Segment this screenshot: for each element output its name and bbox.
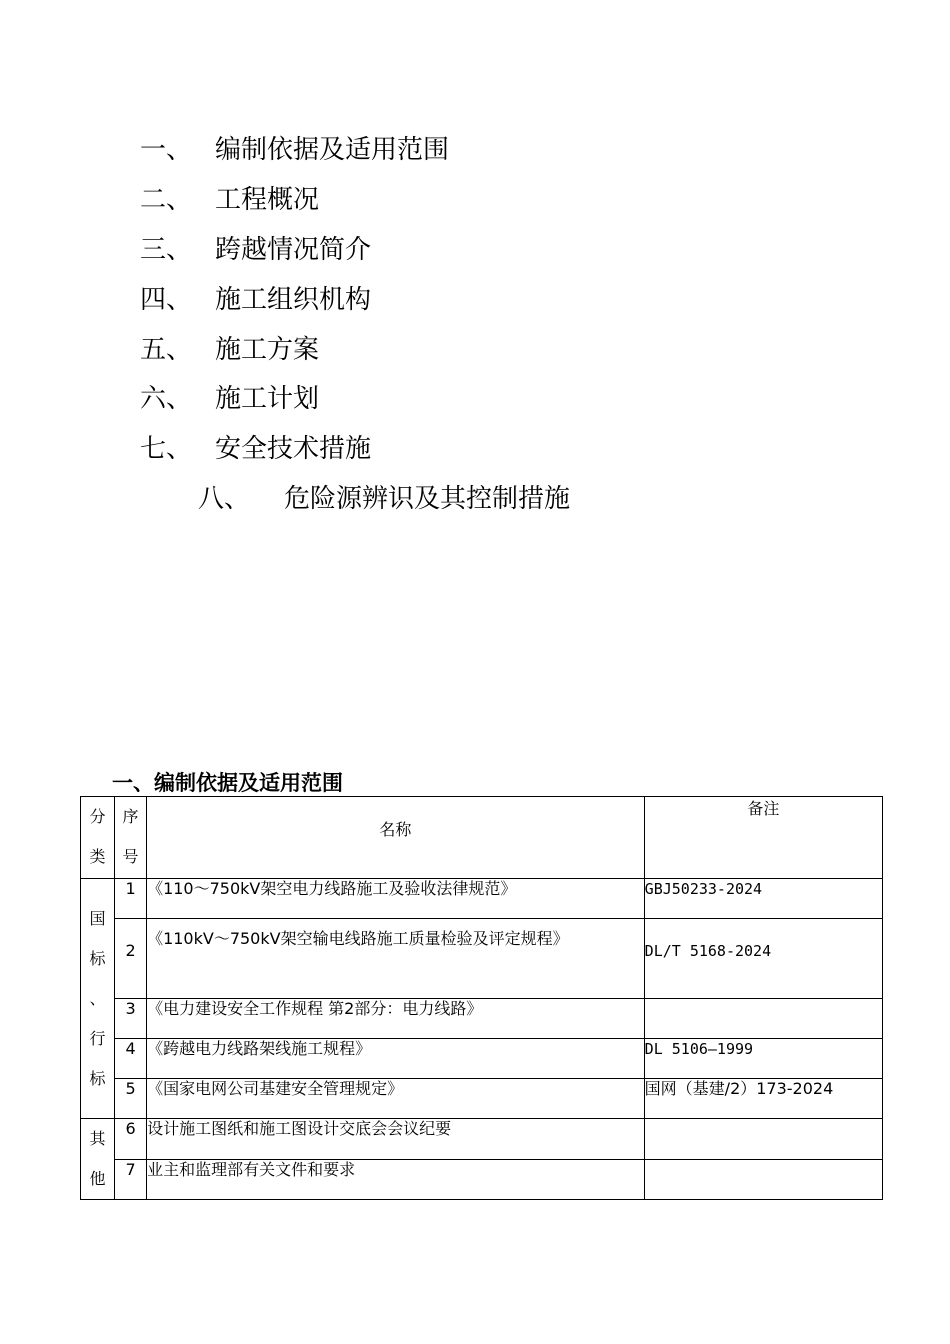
row-note bbox=[644, 1159, 882, 1200]
row-note: DL 5106—1999 bbox=[644, 1039, 882, 1079]
table-row bbox=[81, 879, 883, 919]
toc-number: 八、 bbox=[198, 484, 251, 514]
header-note: 备注 bbox=[644, 797, 882, 879]
table-header-row bbox=[81, 797, 883, 879]
toc-title: 编制依据及适用范围 bbox=[215, 135, 450, 165]
toc-number: 五、 bbox=[140, 335, 193, 365]
row-seq: 3 bbox=[115, 999, 147, 1039]
toc-item bbox=[140, 183, 319, 217]
toc-number: 二、 bbox=[140, 185, 193, 215]
toc-number: 一、 bbox=[140, 135, 193, 165]
table-row bbox=[81, 1079, 883, 1119]
toc-number: 七、 bbox=[140, 434, 193, 464]
toc-title: 施工方案 bbox=[215, 335, 320, 365]
toc-title: 施工组织机构 bbox=[215, 285, 372, 315]
row-note: 国网（基建/2）173-2024 bbox=[644, 1079, 882, 1119]
row-note bbox=[644, 999, 882, 1039]
toc-item bbox=[140, 432, 371, 466]
toc-item bbox=[140, 283, 371, 317]
header-seq: 序 号 bbox=[115, 797, 147, 879]
row-seq: 1 bbox=[115, 879, 147, 919]
row-seq: 2 bbox=[115, 919, 147, 999]
toc-number: 三、 bbox=[140, 235, 193, 265]
toc-number: 四、 bbox=[140, 285, 193, 315]
row-seq: 4 bbox=[115, 1039, 147, 1079]
row-seq: 6 bbox=[115, 1119, 147, 1160]
row-note bbox=[644, 1119, 882, 1160]
group-label-other: 其 他 bbox=[81, 1119, 115, 1200]
toc-title: 安全技术措施 bbox=[215, 434, 372, 464]
table-row bbox=[81, 999, 883, 1039]
row-name: 《电力建设安全工作规程 第2部分：电力线路》 bbox=[147, 999, 645, 1039]
table-row bbox=[81, 1159, 883, 1200]
toc-title: 施工计划 bbox=[215, 384, 320, 414]
toc-number: 六、 bbox=[140, 384, 193, 414]
toc-title: 危险源辨识及其控制措施 bbox=[284, 484, 571, 514]
row-seq: 7 bbox=[115, 1159, 147, 1200]
row-name: 设计施工图纸和施工图设计交底会会议纪要 bbox=[147, 1119, 645, 1160]
table-row bbox=[81, 1039, 883, 1079]
table-row bbox=[81, 1119, 883, 1160]
toc-item bbox=[140, 382, 319, 416]
row-name: 《110～750kV架空电力线路施工及验收法律规范》 bbox=[147, 879, 645, 919]
section-title: 一、编制依据及适用范围 bbox=[112, 771, 343, 795]
header-category: 分 类 bbox=[81, 797, 115, 879]
toc-title: 跨越情况简介 bbox=[215, 235, 372, 265]
row-name: 《跨越电力线路架线施工规程》 bbox=[147, 1039, 645, 1079]
row-note: GBJ50233-2024 bbox=[644, 879, 882, 919]
toc-title: 工程概况 bbox=[215, 185, 320, 215]
row-seq: 5 bbox=[115, 1079, 147, 1119]
toc-item bbox=[140, 133, 449, 167]
group-label-national: 国 标 、 行 标 bbox=[81, 879, 115, 1119]
toc-item bbox=[198, 482, 570, 516]
row-note: DL/T 5168-2024 bbox=[644, 919, 882, 999]
row-name: 《110kV～750kV架空输电线路施工质量检验及评定规程》 bbox=[147, 919, 645, 999]
row-name: 《国家电网公司基建安全管理规定》 bbox=[147, 1079, 645, 1119]
table-row bbox=[81, 919, 883, 999]
toc-item bbox=[140, 333, 319, 367]
toc-item bbox=[140, 233, 371, 267]
basis-table bbox=[80, 796, 883, 1200]
header-name: 名称 bbox=[147, 797, 645, 879]
row-name: 业主和监理部有关文件和要求 bbox=[147, 1159, 645, 1200]
